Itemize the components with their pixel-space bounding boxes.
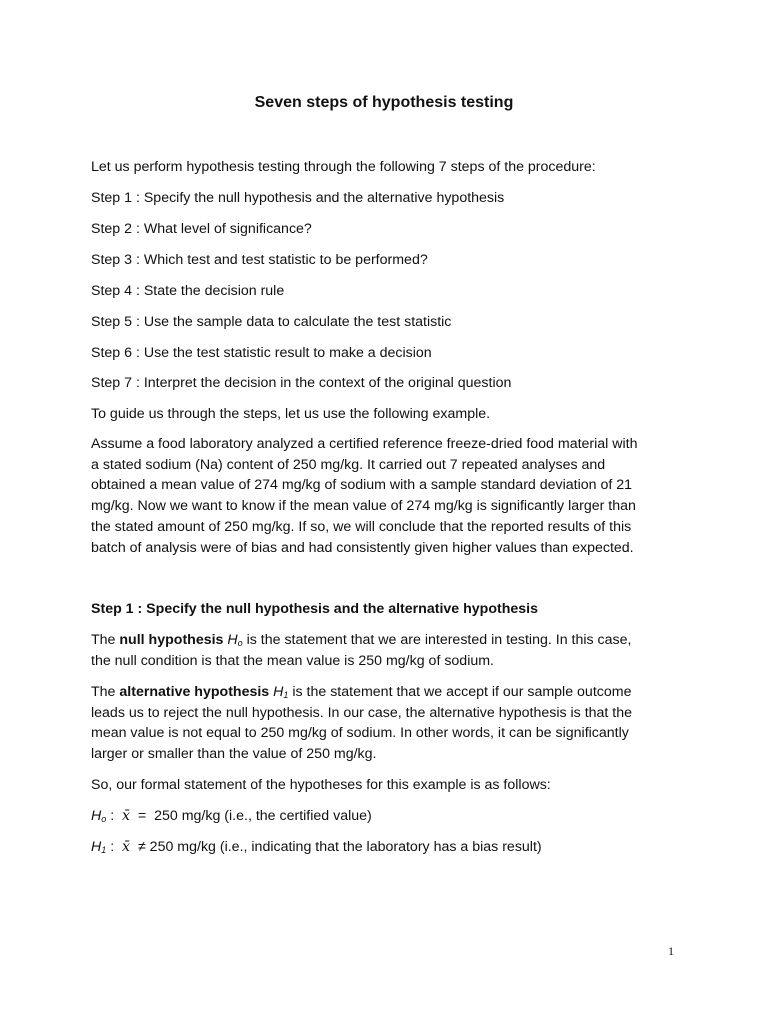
text-fragment: : [106, 808, 123, 824]
formal-statement-text: So, our formal statement of the hypotheses for this example is as follows: [91, 777, 551, 793]
symbol-subscript: 1 [101, 845, 107, 855]
text-fragment: is the statement that we accept if our sample outcome [288, 684, 632, 700]
text-fragment: : [106, 839, 123, 855]
symbol-subscript: 1 [283, 690, 289, 700]
null-hypothesis-line: the null condition is that the mean value is 250 mg/kg of sodium. [91, 652, 494, 669]
step-1-item: Step 1 : Specify the null hypothesis and the alternative hypothesis [91, 190, 505, 206]
example-line: batch of analysis were of bias and had consistently given higher values than expected. [91, 539, 634, 556]
alternative-hypothesis-line: leads us to reject the null hypothesis. In our case, the alternative hypothesis is that the [91, 704, 633, 721]
x-bar-symbol: x̄ [122, 839, 131, 855]
alternative-hypothesis-paragraph [91, 682, 681, 765]
text-fragment: The [91, 684, 120, 700]
h0-symbol [91, 808, 106, 824]
symbol-subscript: o [101, 814, 107, 824]
h1-symbol [91, 839, 106, 855]
alternative-hypothesis-line [91, 682, 681, 703]
step-2-item: Step 2 : What level of significance? [91, 221, 312, 237]
alternative-hypothesis-line: mean value is not equal to 250 mg/kg of sodium. In other words, it can be significantly [91, 725, 629, 742]
symbol-letter: H [273, 684, 284, 700]
example-paragraph [91, 434, 681, 558]
symbol-letter: H [91, 808, 102, 824]
text-fragment: ≠ 250 mg/kg (i.e., indicating that the laboratory has a bias result) [130, 839, 542, 855]
step-5-item: Step 5 : Use the sample data to calculate the test statistic [91, 314, 452, 330]
step-4-item: Step 4 : State the decision rule [91, 283, 285, 299]
symbol-letter: H [227, 632, 238, 648]
alternative-hypothesis-term: alternative hypothesis [119, 684, 270, 700]
null-hypothesis-term: null hypothesis [119, 632, 224, 648]
example-line: a stated sodium (Na) content of 250 mg/kg. It carried out 7 repeated analyses and [91, 456, 606, 473]
text-fragment: = 250 mg/kg (i.e., the certified value) [130, 808, 372, 824]
guide-text: To guide us through the steps, let us use the following example. [91, 406, 491, 422]
step-6-item: Step 6 : Use the test statistic result to make a decision [91, 345, 432, 361]
alternative-hypothesis-line: larger or smaller than the value of 250 mg/kg. [91, 746, 377, 763]
step-7-item: Step 7 : Interpret the decision in the context of the original question [91, 375, 512, 391]
text-fragment: The [91, 632, 120, 648]
example-line: Assume a food laboratory analyzed a certified reference freeze-dried food material with [91, 436, 638, 452]
h0-statement [91, 806, 372, 826]
symbol-subscript: o [237, 638, 243, 648]
text-fragment: is the statement that we are interested in testing. In this case, [242, 632, 632, 648]
page-title: Seven steps of hypothesis testing [254, 94, 514, 111]
h1-statement [91, 837, 542, 857]
intro-text: Let us perform hypothesis testing through the following 7 steps of the procedure: [91, 159, 596, 175]
null-hypothesis-line [91, 630, 681, 651]
null-hypothesis-paragraph [91, 630, 681, 671]
h1-symbol [273, 684, 288, 700]
x-bar-symbol: x̄ [122, 808, 131, 824]
step1-heading: Step 1 : Specify the null hypothesis and the alternative hypothesis [91, 601, 539, 617]
step-3-item: Step 3 : Which test and test statistic to be performed? [91, 252, 428, 268]
example-line: obtained a mean value of 274 mg/kg of sodium with a sample standard deviation of 21 [91, 477, 633, 494]
symbol-letter: H [91, 839, 102, 855]
example-line: mg/kg. Now we want to know if the mean value of 274 mg/kg is significantly larger than [91, 498, 636, 515]
h0-symbol [227, 632, 242, 648]
example-line: the stated amount of 250 mg/kg. If so, we will conclude that the reported results of this [91, 518, 632, 535]
page-number: 1 [668, 944, 674, 958]
